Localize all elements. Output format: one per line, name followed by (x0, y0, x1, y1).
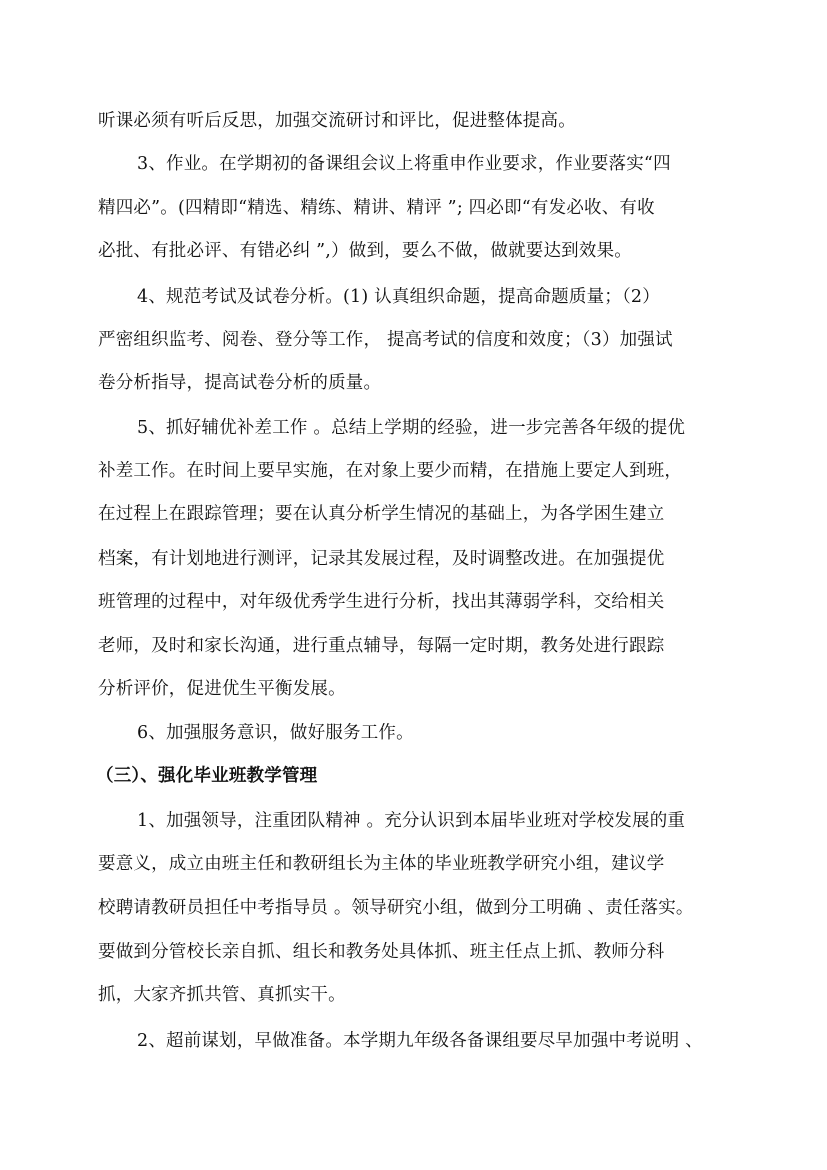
text-line: 在过程上在跟踪管理；要在认真分析学生情况的基础上，为各学困生建立 (98, 504, 665, 524)
paragraph-first-line: 2、超前谋划，早做准备。本学期九年级各备课组要尽早加强中考说明 、 (137, 1031, 703, 1051)
paragraph-first-line: 1、加强领导，注重团队精神 。充分认识到本届毕业班对学校发展的重 (137, 811, 686, 831)
text-line: 听课必须有听后反思，加强交流研讨和评比，促进整体提高。 (98, 111, 576, 131)
section-heading: （三）、强化毕业班教学管理 (96, 766, 318, 786)
text-line: 补差工作。在时间上要早实施，在对象上要少而精，在措施上要定人到班， (98, 461, 683, 481)
text-line: 抓，大家齐抓共管、真抓实干。 (98, 985, 346, 1005)
text-line: 要做到分管校长亲自抓、组长和教务处具体抓、班主任点上抓、教师分科 (98, 942, 665, 962)
text-line: 分析评价，促进优生平衡发展。 (98, 679, 346, 699)
text-line: 老师，及时和家长沟通，进行重点辅导，每隔一定时期，教务处进行跟踪 (98, 636, 665, 656)
paragraph-first-line: 5、抓好辅优补差工作 。总结上学期的经验，进一步完善各年级的提优 (137, 418, 686, 438)
paragraph-first-line: 6、加强服务意识，做好服务工作。 (137, 723, 414, 743)
paragraph-first-line: 4、规范考试及试卷分析。(1) 认真组织命题，提高命题质量；（2） (137, 287, 660, 307)
text-line: 必批、有批必评、有错必纠 ”,）做到，要么不做，做就要达到效果。 (98, 241, 632, 261)
text-line: 要意义，成立由班主任和教研组长为主体的毕业班教学研究小组，建议学 (98, 854, 665, 874)
text-line: 精四必”。(四精即“精选、精练、精讲、精评 ”; 四必即“有发必收、有收 (98, 198, 655, 218)
text-line: 卷分析指导，提高试卷分析的质量。 (98, 373, 382, 393)
paragraph-first-line: 3、作业。在学期初的备课组会议上将重申作业要求，作业要落实“四 (137, 154, 671, 174)
text-line: 校聘请教研员担任中考指导员 。领导研究小组，做到分工明确 、责任落实。 (98, 898, 694, 918)
text-line: 严密组织监考、阅卷、登分等工作， 提高考试的信度和效度；（3）加强试 (98, 330, 673, 350)
text-line: 班管理的过程中，对年级优秀学生进行分析，找出其薄弱学科，交给相关 (98, 592, 665, 612)
text-line: 档案，有计划地进行测评，记录其发展过程，及时调整改进。在加强提优 (98, 549, 665, 569)
